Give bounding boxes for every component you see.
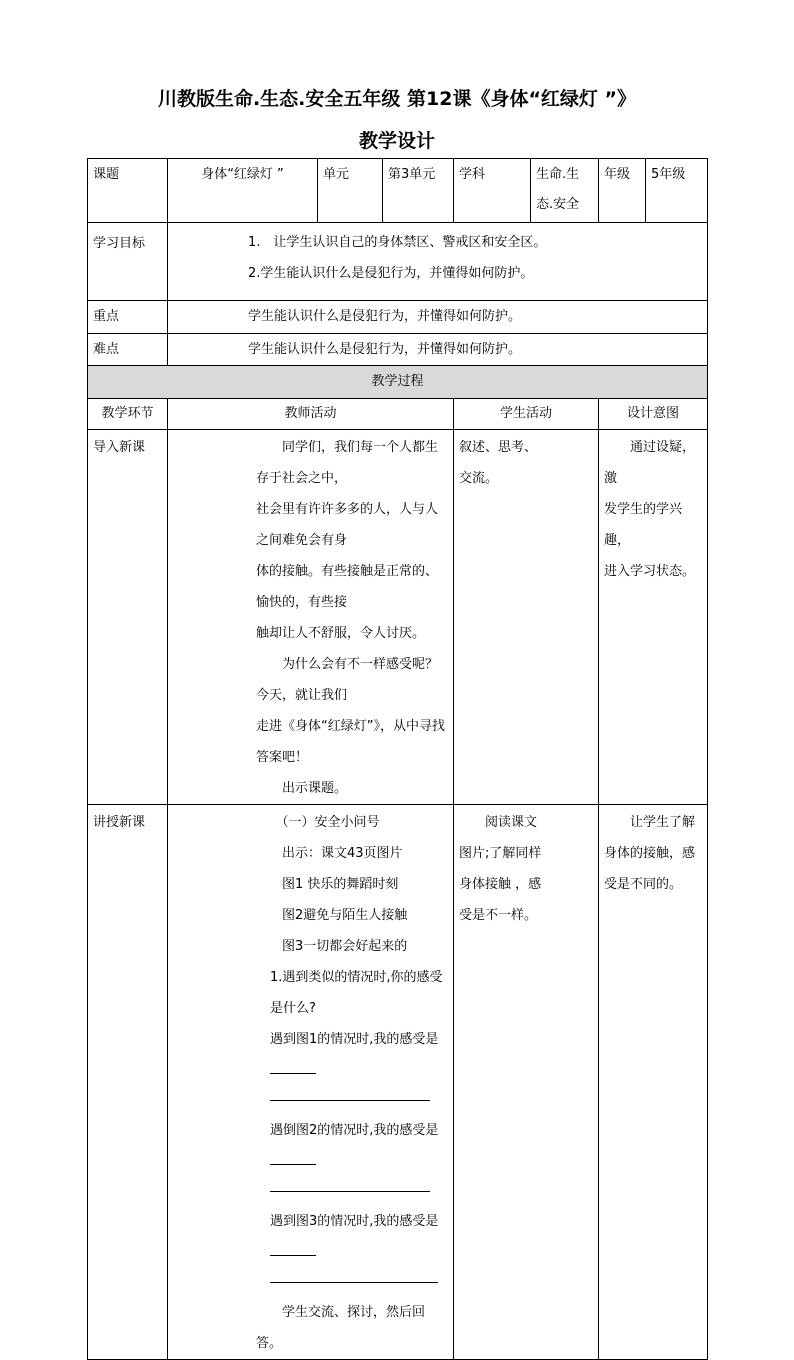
teacher-line: 出示课题。 bbox=[282, 781, 348, 796]
student-activity bbox=[454, 430, 599, 805]
teacher-line: 1.遇到类似的情况时,你的感受是什么? bbox=[270, 970, 443, 1016]
student-line: 受是不一样。 bbox=[459, 908, 538, 923]
answer-blank bbox=[270, 1150, 316, 1165]
key-point-label: 重点 bbox=[88, 301, 168, 334]
column-header: 学生活动 bbox=[454, 399, 599, 430]
teacher-line: 社会里有许许多多的人，人与人之间难免会有身 bbox=[256, 502, 439, 548]
grade-label: 年级 bbox=[599, 159, 646, 223]
difficulty-value: 学生能认识什么是侵犯行为，并懂得如何防护。 bbox=[168, 334, 708, 366]
fill-in-prompt: 遇倒图2的情况时,我的感受是 bbox=[270, 1123, 439, 1138]
student-line: 交流。 bbox=[459, 471, 499, 486]
teacher-activity bbox=[168, 805, 454, 1360]
fill-in-prompt: 遇到图3的情况时,我的感受是 bbox=[270, 1214, 439, 1229]
answer-blank bbox=[270, 1059, 316, 1074]
document-title: 川教版生命.生态.安全五年级 第12课《身体“红绿灯 ”》 bbox=[157, 88, 637, 110]
intent-line: 受是不同的。 bbox=[604, 877, 683, 892]
teacher-line: 同学们，我们每一个人都生存于社会之中， bbox=[256, 440, 439, 486]
intent-line: 身体的接触，感 bbox=[604, 846, 696, 861]
intent-line: 让学生了解 bbox=[630, 815, 696, 830]
key-point-value: 学生能认识什么是侵犯行为，并懂得如何防护。 bbox=[168, 301, 708, 334]
stage-label: 导入新课 bbox=[88, 430, 168, 805]
teacher-line: 图3一切都会好起来的 bbox=[282, 939, 408, 954]
topic-label: 课题 bbox=[88, 159, 168, 223]
student-line: 图片;了解同样 bbox=[459, 846, 542, 861]
answer-line bbox=[270, 1086, 430, 1101]
teacher-line: 图2避免与陌生人接触 bbox=[282, 908, 408, 923]
stage-label: 讲授新课 bbox=[88, 805, 168, 1360]
document-subtitle: 教学设计 bbox=[358, 130, 435, 152]
column-header: 设计意图 bbox=[599, 399, 708, 430]
subject-label: 学科 bbox=[454, 159, 531, 223]
topic-value: 身体“红绿灯 ” bbox=[168, 159, 318, 223]
student-activity bbox=[454, 805, 599, 1360]
design-intent bbox=[599, 430, 708, 805]
design-intent bbox=[599, 805, 708, 1360]
subject-value: 生命.生态.安全 bbox=[531, 159, 599, 223]
teacher-line: （一）安全小问号 bbox=[275, 815, 380, 830]
difficulty-label: 难点 bbox=[88, 334, 168, 366]
answer-blank bbox=[270, 1241, 316, 1256]
student-line: 身体接触 ，感 bbox=[459, 877, 542, 892]
teacher-activity bbox=[168, 430, 454, 805]
lesson-plan-table bbox=[87, 158, 708, 1360]
intent-line: 进入学习状态。 bbox=[604, 564, 696, 579]
fill-in-prompt: 遇到图1的情况时,我的感受是 bbox=[270, 1032, 439, 1047]
teacher-line: 触却让人不舒服，令人讨厌。 bbox=[256, 626, 426, 641]
process-header: 教学过程 bbox=[88, 366, 708, 399]
unit-value: 第3单元 bbox=[383, 159, 454, 223]
goal-item: 1. 让学生认识自己的身体禁区、警戒区和安全区。 bbox=[248, 235, 547, 250]
intent-line: 通过设疑，激 bbox=[604, 440, 696, 486]
teacher-line: 体的接触。有些接触是正常的、愉快的，有些接 bbox=[256, 564, 439, 610]
teacher-line: 出示：课文43页图片 bbox=[282, 846, 403, 861]
goal-item: 2.学生能认识什么是侵犯行为，并懂得如何防护。 bbox=[248, 266, 534, 281]
grade-value: 5年级 bbox=[646, 159, 708, 223]
unit-label: 单元 bbox=[318, 159, 383, 223]
goals-label: 学习目标 bbox=[88, 223, 168, 301]
teacher-line: 学生交流、探讨，然后回答。 bbox=[256, 1305, 426, 1351]
intent-line: 发学生的学兴趣， bbox=[604, 502, 683, 548]
column-header: 教学环节 bbox=[88, 399, 168, 430]
student-line: 叙述、思考、 bbox=[459, 440, 538, 455]
answer-line bbox=[270, 1177, 430, 1192]
goals-list bbox=[168, 223, 708, 301]
teacher-line: 为什么会有不一样感受呢？今天，就让我们 bbox=[256, 657, 439, 703]
teacher-line: 图1 快乐的舞蹈时刻 bbox=[282, 877, 399, 892]
column-header: 教师活动 bbox=[168, 399, 454, 430]
answer-line bbox=[270, 1268, 438, 1283]
teacher-line: 走进《身体“红绿灯”》，从中寻找答案吧！ bbox=[256, 719, 445, 765]
student-line: 阅读课文 bbox=[485, 815, 538, 830]
